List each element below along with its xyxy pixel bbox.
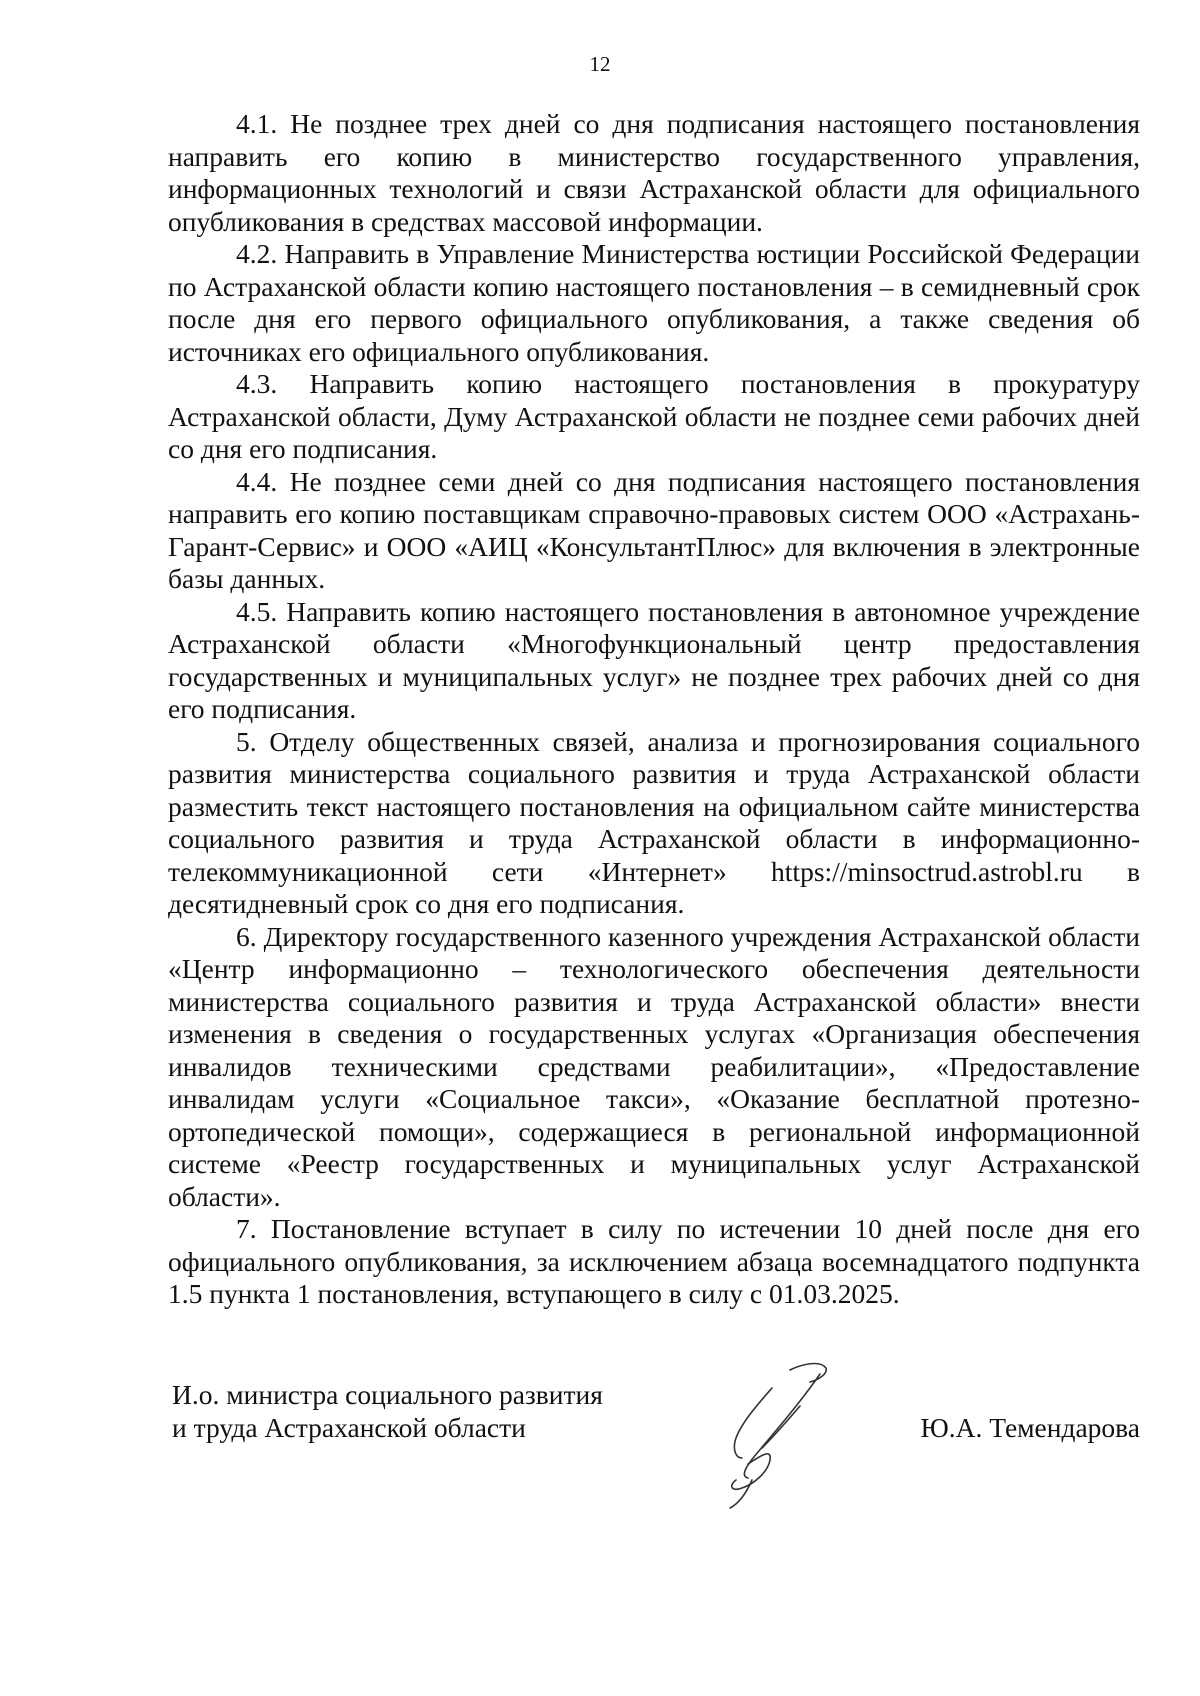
paragraph-4-3: 4.3. Направить копию настоящего постановления в прокуратуру Астраханской области, Думу Астраханской области не позднее семи рабочих дней со дня его подписания. (168, 368, 1140, 464)
paragraph-7: 7. Постановление вступает в силу по истечении 10 дней после дня его официального опубликования, за исключением абзаца восемнадцатого подпункта 1.5 пункта 1 постановления, вступающего в силу с 01.03.2025. (168, 1213, 1140, 1309)
page-number: 12 (589, 52, 611, 76)
signature-block (172, 1378, 1140, 1538)
signatory-title-line-1: И.о. министра социального развития (172, 1379, 603, 1410)
paragraph-4-4: 4.4. Не позднее семи дней со дня подписания настоящего постановления направить его копию поставщикам справочно-правовых систем ООО «Астрахань-Гарант-Сервис» и ООО «АИЦ «КонсультантПлюс» для включения в электронные базы данных. (168, 465, 1140, 594)
document-body (168, 108, 1140, 1311)
signatory-name: Ю.А. Темендарова (920, 1412, 1140, 1443)
paragraph-4-5: 4.5. Направить копию настоящего постановления в автономное учреждение Астраханской области «Многофункциональный центр предоставления государственных и муниципальных услуг» не позднее трех рабочих дней со дня его подписания. (168, 595, 1140, 724)
signatory-title-line-2: и труда Астраханской области (172, 1412, 526, 1443)
paragraph-4-2: 4.2. Направить в Управление Министерства юстиции Российской Федерации по Астраханской области копию настоящего постановления – в семидневный срок после дня его первого официального опубликования, а также сведения об источниках его официального опубликования. (168, 238, 1140, 367)
handwritten-signature (702, 1348, 852, 1518)
signatory-title (172, 1378, 692, 1444)
paragraph-4-1: 4.1. Не позднее трех дней со дня подписания настоящего постановления направить его копию в министерство государственного управления, информационных технологий и связи Астраханской области для официального опубликования в средствах массовой информации. (168, 108, 1140, 237)
paragraph-6: 6. Директору государственного казенного учреждения Астраханской области «Центр информационно – технологического обеспечения деятельности министерства социального развития и труда Астраханской области» внести изменения в сведения о государственных услугах «Организация обеспечения инвалидов техническими средствами реабилитации», «Предоставление инвалидам услуги «Социальное такси», «Оказание бесплатной протезно-ортопедической помощи», содержащиеся в региональной информационной системе «Реестр государственных и муниципальных услуг Астраханской области». (168, 920, 1140, 1212)
paragraph-5: 5. Отделу общественных связей, анализа и прогнозирования социального развития министерства социального развития и труда Астраханской области разместить текст настоящего постановления на официальном сайте министерства социального развития и труда Астраханской области в информационно-телекоммуникационной сети «Интернет» https://minsoctrud.astrobl.ru в десятидневный срок со дня его подписания. (168, 725, 1140, 919)
